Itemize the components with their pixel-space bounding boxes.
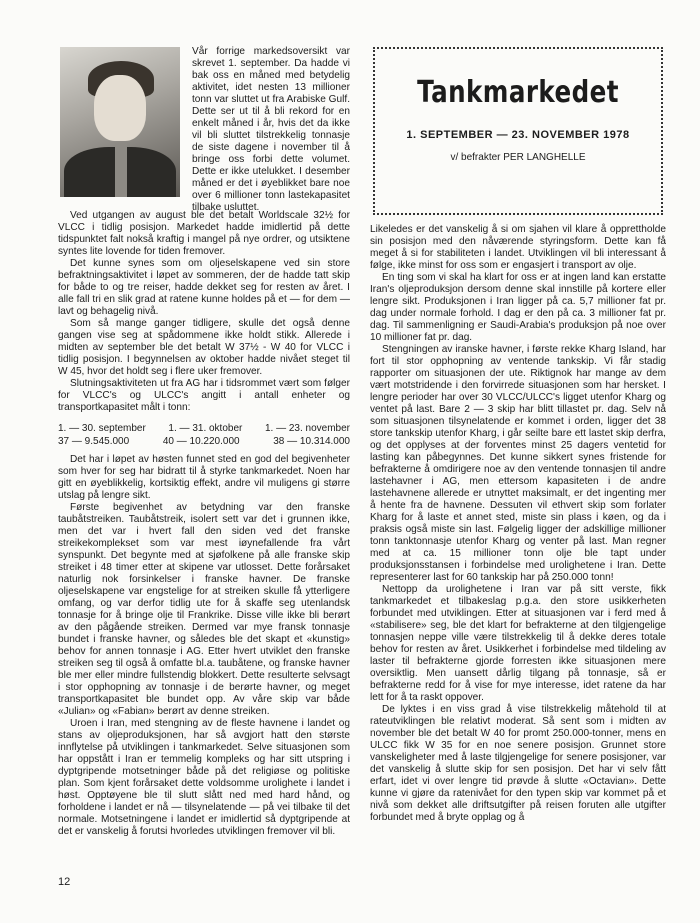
stats-table — [58, 422, 350, 448]
page-number: 12 — [58, 876, 71, 888]
paragraph: Likeledes er det vanskelig å si om sjahen vil klare å opprettholde sin posisjon med den nåværende styringsform. Dette kan få meget å si for stabiliteten i landet. Utviklingen vil bli interessant å følge, ikke minst for oss som er engasjert i transport av olje. — [370, 224, 666, 271]
page-title: Tankmarkedet — [417, 75, 619, 110]
paragraph: Det har i løpet av høsten funnet sted en god del begivenheter som hver for seg har bidratt til å styrke tankmarkedet. Noen har gitt en øyeblikkelig, kortsiktig effekt, andre vil muligens gi større utslag på lengre sikt. — [58, 454, 350, 501]
period-heading: 1. SEPTEMBER — 23. NOVEMBER 1978 — [406, 129, 630, 141]
stats-value: 40 — 10.220.000 — [162, 436, 240, 447]
paragraph: De lyktes i en viss grad å vise tilstrekkelig måtehold til at rateutviklingen ble relativt moderat. Så sent som i midten av november ble det betalt W 40 for promt 250.000-tonner, mens en ULCC fikk W 35 for en noe senere posisjon. Grunnet store vanskeligheter med å laste tilgjengelige for senere posisjoner, var det vanskelig å slutte skip for sen posisjon. Det har vi selv fått erfart, idet vi over lengre tid prøvde å slutte «Octavian». Dette kunne vi gjøre da ratenivået for den typen skip var kommet på et nivå som dekket alle driftsutgifter på reisen foruten alle utgifter forbundet med å bryte opplag og å — [370, 704, 666, 823]
byline: v/ befrakter PER LANGHELLE — [450, 152, 586, 163]
paragraph: Det kunne synes som om oljeselskapene ved sin store befraktningsaktivitet i løpet av sommeren, der de hadde tatt skip for både to og tre reiser, hadde dekket seg for resten av året. I alle fall tri en slik grad at ratene kunne holdes på et — for dem — lavt og behagelig nivå. — [58, 258, 350, 317]
stats-value: 37 — 9.545.000 — [58, 436, 130, 447]
stats-period: 1. — 23. november — [264, 423, 350, 434]
right-column — [370, 224, 666, 824]
intro-text — [192, 46, 350, 214]
stats-period: 1. — 31. oktober — [168, 423, 243, 434]
paragraph: Uroen i Iran, med stengning av de fleste havnene i landet og stans av oljeproduksjonen, har så avgjort hatt den største innflytelse på utviklingen i tankmarkedet. Selve situasjonen som har oppstått i Iran er temmelig kompleks og har sitt utspring i dyptgripende motsetninger både på det religiøse og politiske plan. Som kjent forårsaket dette voldsomme urolighete i landet i høst. Opptøyene ble til slutt slått ned med hard hånd, og forholdene i landet er nå — tilsynelatende — på vei tilbake til det normale. Motsetningene i landet er imidlertid så dyptgripende at det er vanskelig å forutsi hvorledes utviklingen fremover vil bli. — [58, 718, 350, 837]
paragraph: Første begivenhet av betydning var den franske taubåtstreiken. Taubåtstreik, isolert sett var det i grunnen ikke, men det var i hvert fall den siden ved det franske streikekomplekset som var mest iøynefallende fra vårt synspunkt. Det begynte med at sjøfolkene på alle franske skip streiket i 48 timer etter at skipene var utlosset. Dette forårsaket naturlig nok forsinkelser i franske havner. De franske oljeselskapene var engstelige for at streiken skulle få ytterligere omfang, og var derfor tidlig ute for å skaffe seg utenlandsk tonnasje for å bringe olje til Frankrike. Disse ville ikke bli berørt av den pågående streiken. Dermed var mye fransk tonnasje bundet i franske havner, og således ble det skapt et «kunstig» behov for annen tonnasje i AG. Etter hvert utviklet den franske streiken seg til også å omfatte bl.a. taubåtene, og franske havner ble mer eller mindre fullstendig blokkert. Dette resulterte selvsagt i stor opphopning av tonnasje i de berørte havner, og meget transportkapasitet ble bundet opp. Av våre skip var både «Julian» og «Fabian» berørt av denne streiken. — [58, 502, 350, 717]
paragraph: En ting som vi skal ha klart for oss er at ingen land kan erstatte Iran's oljeproduksjon dersom denne skal innstille på kortere eller lengre sikt. Produksjonen i Iran ligger på ca. 5,7 millioner fat pr. dag under normale forhold. I dag er den på ca. 3 millioner fat pr. dag. Til sammenligning er Saudi-Arabia's produksjon på noe over 10 millioner fat pr. dag. — [370, 272, 666, 343]
stats-value: 38 — 10.314.000 — [273, 436, 350, 447]
paragraph: Som så mange ganger tidligere, skulle det også denne gangen vise seg at spådommene ikke holdt stikk. Allerede i midten av september ble det betalt W 37½ - W 40 for VLCC i tidlig posisjon. I begynnelsen av oktober hadde nivået steget til W 45, hvor det holdt seg i flere uker fremover. — [58, 318, 350, 377]
paragraph: Stengningen av iranske havner, i første rekke Kharg Island, har fort til stor opphopning av ventende tankskip. Vi får stadig rapporter om situasjonen der ute. Riktignok har mange av dem vært motstridende i den forvirrede situasjonen som har hersket. I lengre perioder har over 30 VLCC/ULCC's ligget utenfor Kharg og ventet på last. Bare 2 — 3 skip har blitt tillastet pr. dag. Selv nå som situasjonen tilsynelatende er kommet i orden, ligger det 38 store tankskip utenfor Kharg, i går seilte bare ett lastet skip derfra, og det opplyses at der forventes minst 25 dagers ventetid for lasting kan påbegynnes. Det kunne sikkert synes fristende for befrakterne å omdirigere noe av den ventende tonnasjen til andre lastehavner i AG, men ettersom kapasiteten i de andre lastehavnene allerede er utnyttet maksimalt, er det ingenting mer å hente fra de havnene. Dessuten vil ethvert skip som forlater Kharg for å laste et annet sted, miste sin plass i køen, og da i praksis også miste sin last. Følgelig ligger der adskillige millioner tonn tanktonnasje utenfor Kharg og venter på last. Man regner med at ca. 15 millioner tonn olje ble tapt under produksjonsstansen i forbindelse med urolighetene i Iran. Dette representerer last for 60 tankskip har på 250.000 tonn! — [370, 344, 666, 583]
intro-paragraph: Vår forrige markedsoversikt var skrevet 1. september. Da hadde vi bak oss en måned med betydelig aktivitet, idet nesten 13 millioner tonn var sluttet ut fra Arabiske Gulf. Dette ser ut til å bli rekord for en enkelt måned i år, hvis det da ikke vil bli sluttet tilstrekkelig tonnasje de siste dagene i november til å bringe oss forbi dette volumet. Dette er ikke utelukket. I desember måned er det i øyeblikket bare noe over 6 millioner tonn lastekapasitet tilbake usluttet. — [192, 46, 350, 213]
stats-period: 1. — 30. september — [58, 423, 146, 434]
paragraph: Ved utgangen av august ble det betalt Worldscale 32½ for VLCC i tidlig posisjon. Markedet hadde imidlertid på dette tidspunktet falt nokså kraftig i mangel på nye ordrer, og utsiktene syntes lite lovende for tiden fremover. — [58, 210, 350, 257]
left-column — [58, 210, 350, 838]
paragraph: Nettopp da urolighetene i Iran var på sitt verste, fikk tankmarkedet et tilbakeslag p.g.a. den store usikkerheten forbundet med utviklingen. Etter at situasjonen var i ferd med å «stabilisere» seg, ble det klart for befrakterne at den tilgjengelige tonnasjen neppe ville være tilstrekkelig til å dekke deres totale behov for resten av året. Usikkerhet i forbindelse med tildeling av laster til befrakterne gjorde forresten ikke situasjonen mere oversiktlig. Men uansett dårlig tilgang på tonnasje, så er befrakterne redd for å vise for mye interesse, idet ratene da har lett for å ta raskt oppover. — [370, 584, 666, 703]
paragraph: Slutningsaktiviteten ut fra AG har i tidsrommet vært som følger for VLCC's og ULCC's angitt i antall enheter og transportkapasitet målt i tonn: — [58, 378, 350, 413]
portrait-photo — [60, 47, 180, 197]
title-box — [373, 47, 663, 215]
